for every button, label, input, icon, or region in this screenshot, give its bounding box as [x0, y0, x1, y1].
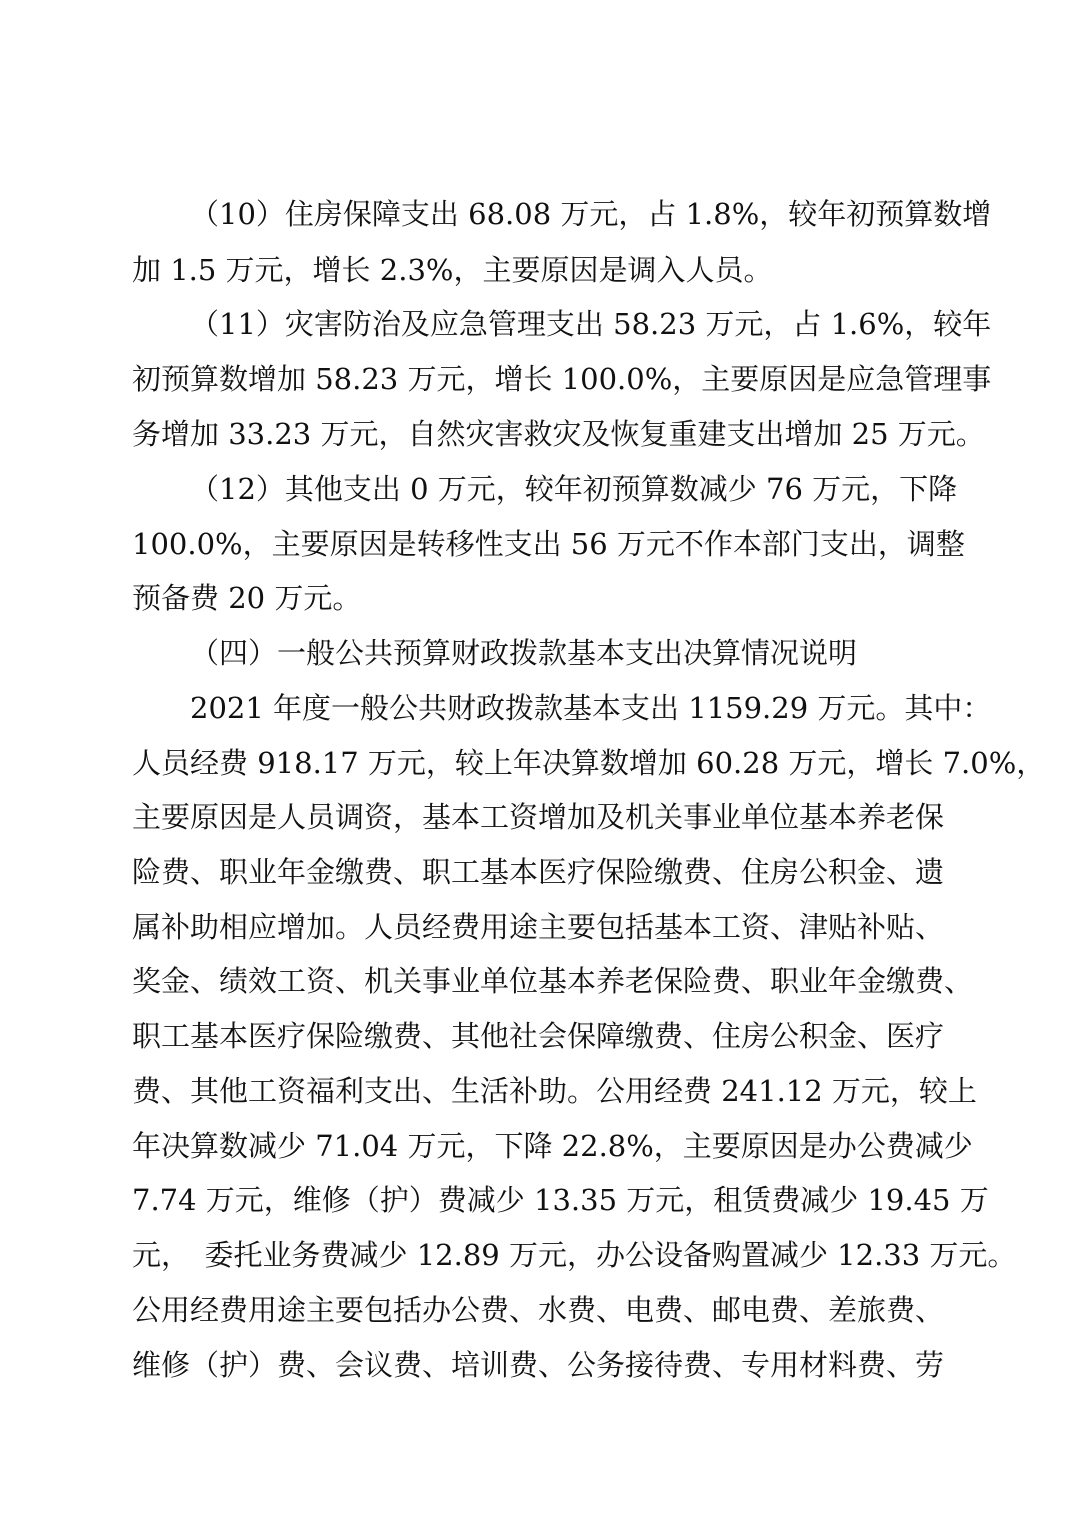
- paragraph-line: （11）灾害防治及应急管理支出 58.23 万元，占 1.6%，较年: [190, 307, 992, 341]
- section-heading: （四）一般公共预算财政拨款基本支出决算情况说明: [190, 636, 858, 670]
- paragraph-line: 2021 年度一般公共财政拨款基本支出 1159.29 万元。其中：: [190, 691, 992, 725]
- paragraph-line: 奖金、绩效工资、机关事业单位基本养老保险费、职业年金缴费、: [132, 964, 974, 998]
- paragraph-line: 属补助相应增加。人员经费用途主要包括基本工资、津贴补贴、: [132, 910, 945, 944]
- paragraph-line: 务增加 33.23 万元，自然灾害救灾及恢复重建支出增加 25 万元。: [132, 417, 985, 451]
- paragraph-line: （10）住房保障支出 68.08 万元，占 1.8%，较年初预算数增: [190, 197, 992, 231]
- paragraph-line: 费、其他工资福利支出、生活补助。公用经费 241.12 万元，较上: [132, 1074, 977, 1108]
- paragraph-line: 公用经费用途主要包括办公费、水费、电费、邮电费、差旅费、: [132, 1293, 945, 1327]
- paragraph-line: 加 1.5 万元，增长 2.3%，主要原因是调入人员。: [132, 253, 773, 287]
- paragraph-line: 初预算数增加 58.23 万元，增长 100.0%，主要原因是应急管理事: [132, 362, 992, 396]
- paragraph-line: 人员经费 918.17 万元，较上年决算数增加 60.28 万元，增长 7.0%，: [132, 746, 1046, 780]
- paragraph-line: 元， 委托业务费减少 12.89 万元，办公设备购置减少 12.33 万元。: [132, 1238, 1017, 1272]
- paragraph-line: 预备费 20 万元。: [132, 581, 362, 615]
- paragraph-line: 7.74 万元，维修（护）费减少 13.35 万元，租赁费减少 19.45 万: [132, 1183, 989, 1217]
- paragraph-line: 职工基本医疗保险缴费、其他社会保障缴费、住房公积金、医疗: [132, 1019, 945, 1053]
- paragraph-line: 险费、职业年金缴费、职工基本医疗保险缴费、住房公积金、遗: [132, 855, 945, 889]
- paragraph-line: 年决算数减少 71.04 万元，下降 22.8%，主要原因是办公费减少: [132, 1129, 973, 1163]
- paragraph-line: （12）其他支出 0 万元，较年初预算数减少 76 万元，下降: [190, 472, 958, 506]
- paragraph-line: 100.0%，主要原因是转移性支出 56 万元不作本部门支出，调整: [132, 527, 965, 561]
- paragraph-line: 维修（护）费、会议费、培训费、公务接待费、专用材料费、劳: [132, 1348, 945, 1382]
- paragraph-line: 主要原因是人员调资，基本工资增加及机关事业单位基本养老保: [132, 800, 945, 834]
